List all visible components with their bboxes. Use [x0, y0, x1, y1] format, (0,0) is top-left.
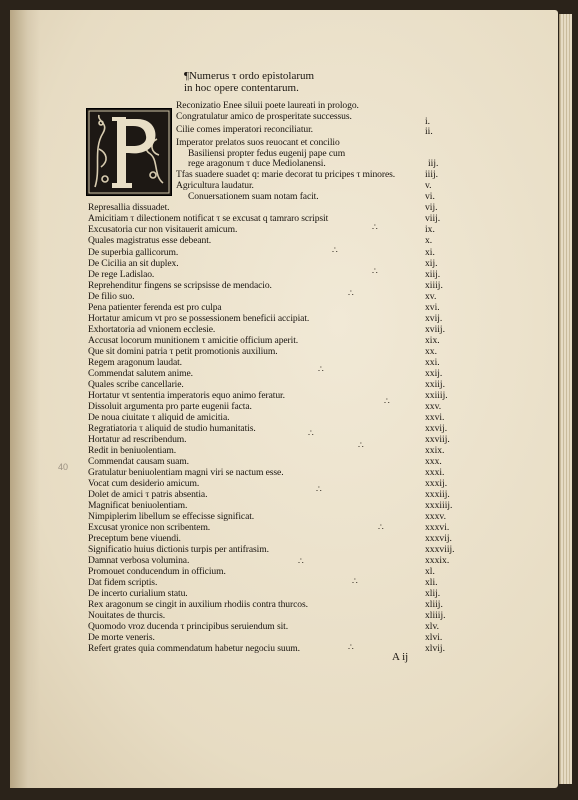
list-item: Exhortatoria ad vnionem ecclesie.: [88, 324, 216, 335]
letter-number: xxiij.: [425, 379, 445, 390]
letter-number: xliiij.: [425, 610, 446, 621]
list-item: Conuersationem suam notam facit.: [188, 191, 319, 202]
letter-number: xxx.: [425, 456, 442, 467]
list-item: rege aragonum τ duce Mediolanensi.: [188, 158, 326, 169]
list-item: Regratiatoria τ aliquid de studio humanitatis.: [88, 423, 256, 434]
list-item: De Cicilia an sit duplex.: [88, 258, 179, 269]
letter-number: xvi.: [425, 302, 440, 313]
list-item: Imperator prelatos suos reuocant et concilio: [176, 137, 340, 148]
ornament-dots-icon: ∴: [332, 245, 338, 255]
list-item: Accusat locorum munitionem τ amicitie officium aperit.: [88, 335, 299, 346]
list-item: De incerto curialium statu.: [88, 588, 188, 599]
letter-number: v.: [425, 180, 432, 191]
letter-number: xv.: [425, 291, 437, 302]
ornament-dots-icon: ∴: [318, 364, 324, 374]
list-item: Congratulatur amico de prosperitate successus.: [176, 111, 352, 122]
letter-number: xxv.: [425, 401, 442, 412]
list-item: Commendat salutem anime.: [88, 368, 193, 379]
letter-number: xxviij.: [425, 434, 450, 445]
list-item: Dissoluit argumenta pro parte eugenii facta.: [88, 401, 252, 412]
list-item: Amicitiam τ dilectionem notificat τ se excusat q tamraro scripsit: [88, 213, 329, 224]
list-item: Promouet conducendum in officium.: [88, 566, 226, 577]
letter-number: xxxvij.: [425, 533, 452, 544]
letter-number: xi.: [425, 247, 435, 258]
letter-number: xl.: [425, 566, 435, 577]
list-item: Magnificat beniuolentiam.: [88, 500, 188, 511]
list-item: Reprehenditur fingens se scripsisse de mendacio.: [88, 280, 272, 291]
list-item: Quomodo vroz ducenda τ principibus seruiendum sit.: [88, 621, 289, 632]
letter-number: ix.: [425, 224, 435, 235]
letter-number: xx.: [425, 346, 437, 357]
list-item: Agricultura laudatur.: [176, 180, 254, 191]
list-item: Commendat causam suam.: [88, 456, 189, 467]
letter-number: xxij.: [425, 368, 443, 379]
letter-number: vij.: [425, 202, 438, 213]
letter-number: xlvi.: [425, 632, 443, 643]
ornament-dots-icon: ∴: [384, 396, 390, 406]
list-item: Damnat verbosa volumina.: [88, 555, 190, 566]
letter-number: xviij.: [425, 324, 445, 335]
letter-number: xlv.: [425, 621, 440, 632]
ornament-dots-icon: ∴: [348, 288, 354, 298]
list-item: Cilie comes imperatori reconciliatur.: [176, 124, 313, 135]
letter-number: xxxiij.: [425, 489, 450, 500]
list-item: Dolet de amici τ patris absentia.: [88, 489, 208, 500]
list-item: Hortatur amicum vt pro se possessionem beneficii accipiat.: [88, 313, 310, 324]
list-item: Reconizatio Enee siluii poete laureati in prologo.: [176, 100, 359, 111]
letter-number: xxix.: [425, 445, 445, 456]
list-item: De morte veneris.: [88, 632, 155, 643]
list-item: Excusat yronice non scribentem.: [88, 522, 211, 533]
letter-number: xxxiiij.: [425, 500, 453, 511]
list-item: Tfas suadere suadet q: marie decorat tu pricipes τ minores.: [176, 169, 396, 180]
letter-number: xiiij.: [425, 280, 443, 291]
list-item: Refert grates quia commendatum habetur negociu suum.: [88, 643, 300, 654]
letter-number: i.: [425, 116, 431, 127]
list-item: De filio suo.: [88, 291, 135, 302]
list-item: Vocat cum desiderio amicum.: [88, 478, 200, 489]
list-item: Quales scribe cancellarie.: [88, 379, 184, 390]
letter-number: xxi.: [425, 357, 440, 368]
list-item: Gratulatur beniuolentiam magni viri se nactum esse.: [88, 467, 284, 478]
list-item: De noua ciuitate τ aliquid de amicitia.: [88, 412, 230, 423]
letter-number: xiij.: [425, 269, 441, 280]
letter-number: iij.: [428, 158, 439, 169]
letter-number: xliij.: [425, 599, 443, 610]
letter-number: xvij.: [425, 313, 443, 324]
list-item: Quales magistratus esse debeant.: [88, 235, 212, 246]
letter-number: xxxvi.: [425, 522, 450, 533]
letter-number: xxiiij.: [425, 390, 448, 401]
letter-number: xxvi.: [425, 412, 445, 423]
list-item: Dat fidem scriptis.: [88, 577, 158, 588]
list-item: Preceptum bene viuendi.: [88, 533, 181, 544]
list-item: Redit in beniuolentiam.: [88, 445, 177, 456]
list-item: Hortatur vt sententia imperatoris equo animo feratur.: [88, 390, 285, 401]
list-item: Hortatur ad rescribendum.: [88, 434, 187, 445]
list-item: Excusatoria cur non visitauerit amicum.: [88, 224, 238, 235]
letter-number: xli.: [425, 577, 438, 588]
list-item: Represallia dissuadet.: [88, 202, 170, 213]
ornament-dots-icon: ∴: [378, 522, 384, 532]
heading-line-2: in hoc opere contentarum.: [184, 82, 299, 94]
heading-line-1: ¶Numerus τ ordo epistolarum: [184, 70, 315, 82]
list-item: Significatio huius dictionis turpis per antifrasim.: [88, 544, 269, 555]
letter-number: iiij.: [425, 169, 439, 180]
letter-number: viij.: [425, 213, 441, 224]
ornament-dots-icon: ∴: [352, 576, 358, 586]
list-item: De superbia gallicorum.: [88, 247, 179, 258]
ornament-dots-icon: ∴: [316, 484, 322, 494]
letter-number: xix.: [425, 335, 440, 346]
ornament-dots-icon: ∴: [358, 440, 364, 450]
letter-number: xij.: [425, 258, 438, 269]
letter-number: vi.: [425, 191, 435, 202]
letter-number: xlij.: [425, 588, 441, 599]
letter-number: xlvij.: [425, 643, 445, 654]
list-item: Nimpiplerim libellum se effecisse significat.: [88, 511, 255, 522]
ornament-dots-icon: ∴: [298, 556, 304, 566]
list-item: Que sit domini patria τ petit promotionis auxilium.: [88, 346, 278, 357]
ornament-dots-icon: ∴: [372, 266, 378, 276]
list-item: De rege Ladislao.: [88, 269, 155, 280]
letter-number: xxxv.: [425, 511, 446, 522]
list-item: Pena patienter ferenda est pro culpa: [88, 302, 222, 313]
signature-mark: A ij: [392, 651, 409, 663]
letter-number: xxxi.: [425, 467, 445, 478]
ornament-dots-icon: ∴: [308, 428, 314, 438]
list-item: Nouitates de thurcis.: [88, 610, 166, 621]
letter-number: x.: [425, 235, 433, 246]
pencil-annotation: 40: [58, 462, 69, 472]
letter-number: xxvij.: [425, 423, 448, 434]
ornament-dots-icon: ∴: [348, 642, 354, 652]
letter-number: xxxix.: [425, 555, 450, 566]
letter-number: xxxviij.: [425, 544, 455, 555]
letter-number: xxxij.: [425, 478, 448, 489]
letter-number: ii.: [425, 126, 433, 137]
ornament-dots-icon: ∴: [372, 222, 378, 232]
list-item: Regem aragonum laudat.: [88, 357, 182, 368]
list-item: Rex aragonum se cingit in auxilium rhodiis contra thurcos.: [88, 599, 308, 610]
list-item: Basiliensi propter fedus eugenij pape cum: [188, 148, 346, 159]
